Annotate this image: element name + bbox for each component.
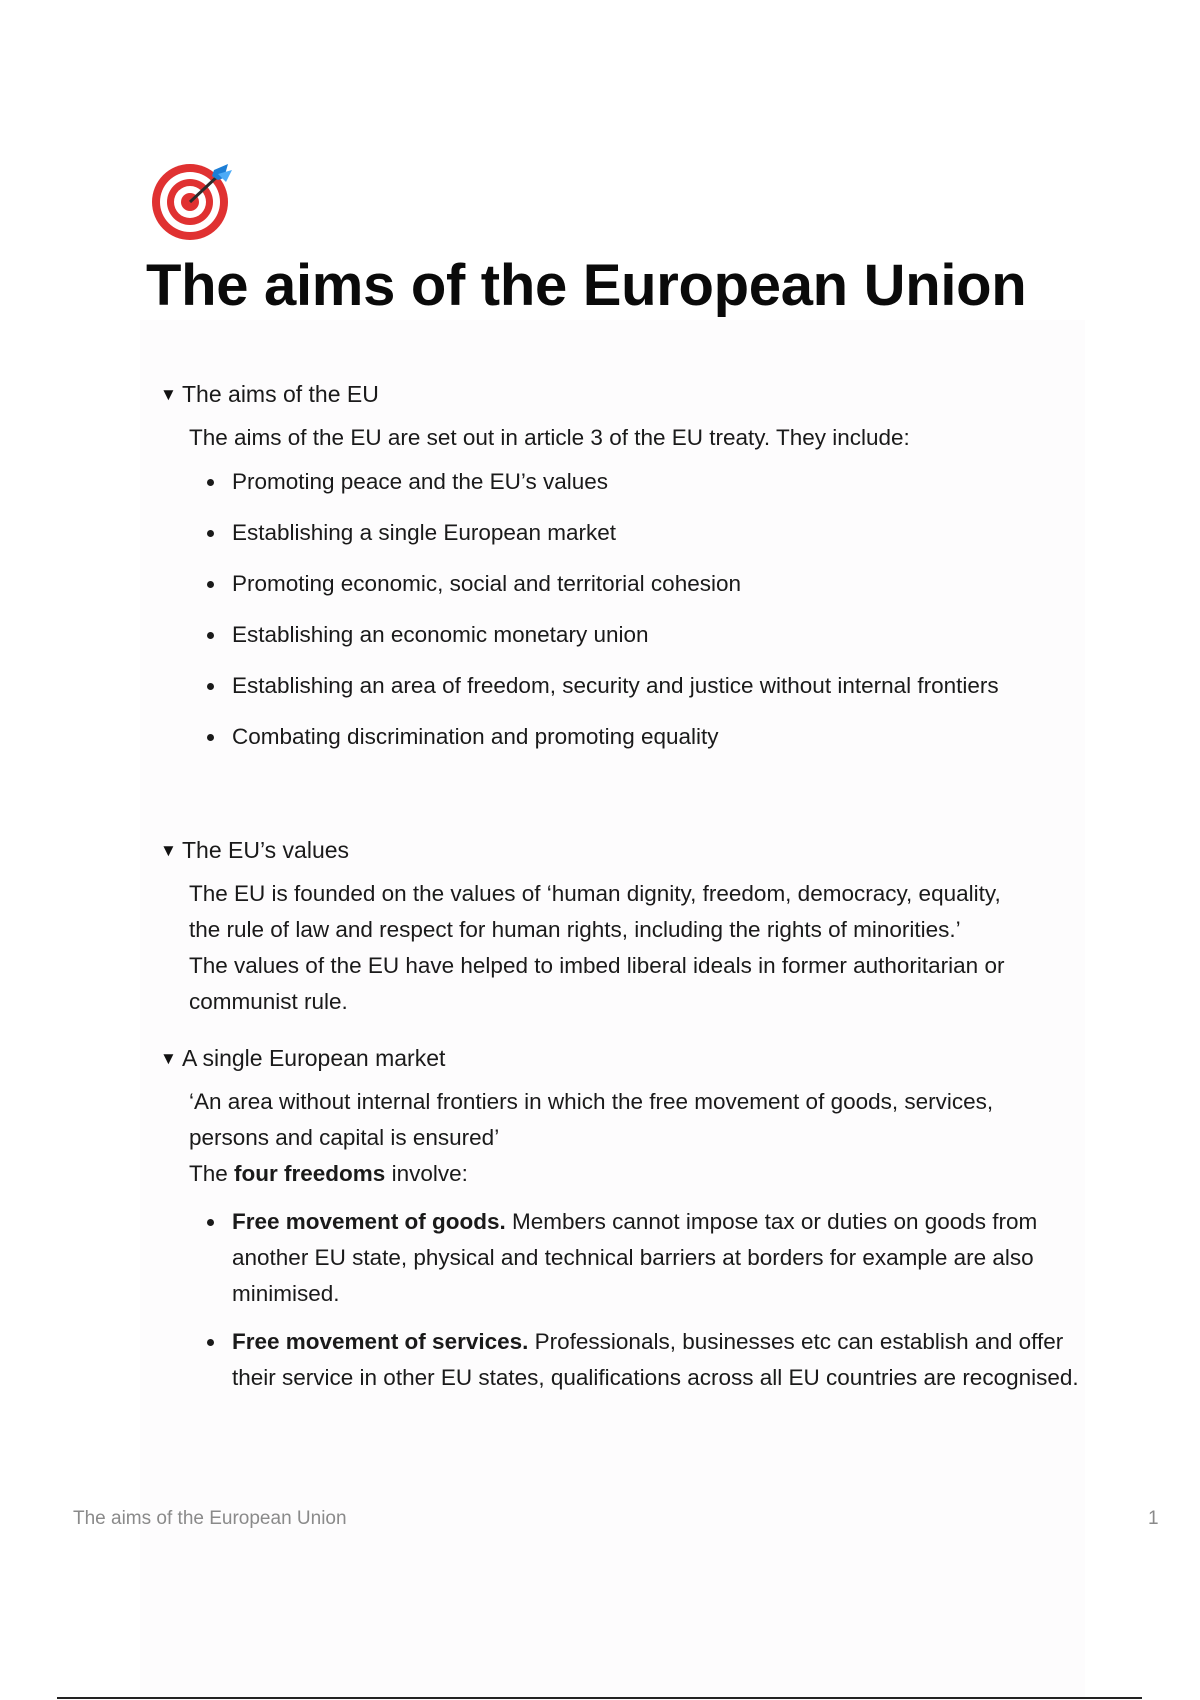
toggle-aims-of-eu xyxy=(160,378,1100,770)
bullet-icon xyxy=(207,479,214,486)
paragraph-line: communist rule. xyxy=(189,989,348,1014)
list-item-text: Establishing an economic monetary union xyxy=(232,622,649,647)
list-item-text: Combating discrimination and promoting equality xyxy=(232,724,719,749)
toggle-header-values[interactable] xyxy=(160,834,1100,866)
list-item-text: Members cannot impose tax or duties on goods from another EU state, physical and technical barriers at borders for example are also minimised. xyxy=(232,1209,1038,1306)
target-dart-icon xyxy=(148,158,236,246)
caret-down-icon[interactable]: ▼ xyxy=(160,384,177,404)
list-item-text: Establishing an area of freedom, security and justice without internal frontiers xyxy=(232,673,999,698)
bullet-icon xyxy=(207,683,214,690)
toggle-title: The aims of the EU xyxy=(182,380,379,407)
bullet-icon xyxy=(207,734,214,741)
quote-line: persons and capital is ensured’ xyxy=(189,1125,500,1150)
bullet-list xyxy=(189,1204,1100,1396)
toggle-body xyxy=(160,420,1100,755)
toggle-eu-values xyxy=(160,834,1100,1020)
list-item xyxy=(189,719,1100,755)
list-item-text: Promoting peace and the EU’s values xyxy=(232,469,609,494)
paragraph-line: The EU is founded on the values of ‘human dignity, freedom, democracy, equality, xyxy=(189,881,1001,906)
bold-text: Free movement of services. xyxy=(232,1329,529,1354)
toggle-header-aims[interactable] xyxy=(160,378,1100,410)
bullet-icon xyxy=(207,1219,214,1226)
list-item xyxy=(189,464,1100,500)
paragraph: The aims of the EU are set out in article 3 of the EU treaty. They include: xyxy=(189,425,910,450)
list-item-text: Promoting economic, social and territorial cohesion xyxy=(232,571,741,596)
page-number: 1 xyxy=(1148,1508,1159,1529)
caret-down-icon[interactable]: ▼ xyxy=(160,1048,177,1068)
paragraph xyxy=(189,1156,1100,1192)
page-title: The aims of the European Union xyxy=(146,253,1027,318)
caret-down-icon[interactable]: ▼ xyxy=(160,840,177,860)
paragraph-line: The values of the EU have helped to imbed liberal ideals in former authoritarian or xyxy=(189,953,1005,978)
list-item xyxy=(189,1324,1100,1396)
toggle-body xyxy=(160,1084,1100,1396)
quote-line: ‘An area without internal frontiers in which the free movement of goods, services, xyxy=(189,1089,994,1114)
list-item-text: Establishing a single European market xyxy=(232,520,616,545)
toggle-single-market xyxy=(160,1042,1100,1408)
bold-text: four freedoms xyxy=(234,1161,386,1186)
list-item xyxy=(189,668,1100,704)
list-item xyxy=(189,566,1100,602)
bullet-icon xyxy=(207,530,214,537)
bullet-icon xyxy=(207,581,214,588)
bullet-list xyxy=(189,464,1100,755)
list-item-text: Professionals, businesses etc can establish and offer their service in other EU states, qualifications across all EU countries are recognised. xyxy=(232,1329,1079,1390)
bullet-icon xyxy=(207,632,214,639)
text-run: involve: xyxy=(385,1161,468,1186)
bold-text: Free movement of goods. xyxy=(232,1209,506,1234)
bullet-icon xyxy=(207,1339,214,1346)
toggle-title: The EU’s values xyxy=(182,836,350,863)
toggle-body xyxy=(160,876,1100,1020)
footer-title: The aims of the European Union xyxy=(73,1508,347,1529)
divider xyxy=(57,1697,1142,1699)
text-run: The xyxy=(189,1161,235,1186)
paragraph-line: the rule of law and respect for human rights, including the rights of minorities.’ xyxy=(189,917,961,942)
list-item xyxy=(189,1204,1100,1312)
toggle-header-market[interactable] xyxy=(160,1042,1100,1074)
toggle-title: A single European market xyxy=(182,1044,446,1071)
list-item xyxy=(189,515,1100,551)
list-item xyxy=(189,617,1100,653)
